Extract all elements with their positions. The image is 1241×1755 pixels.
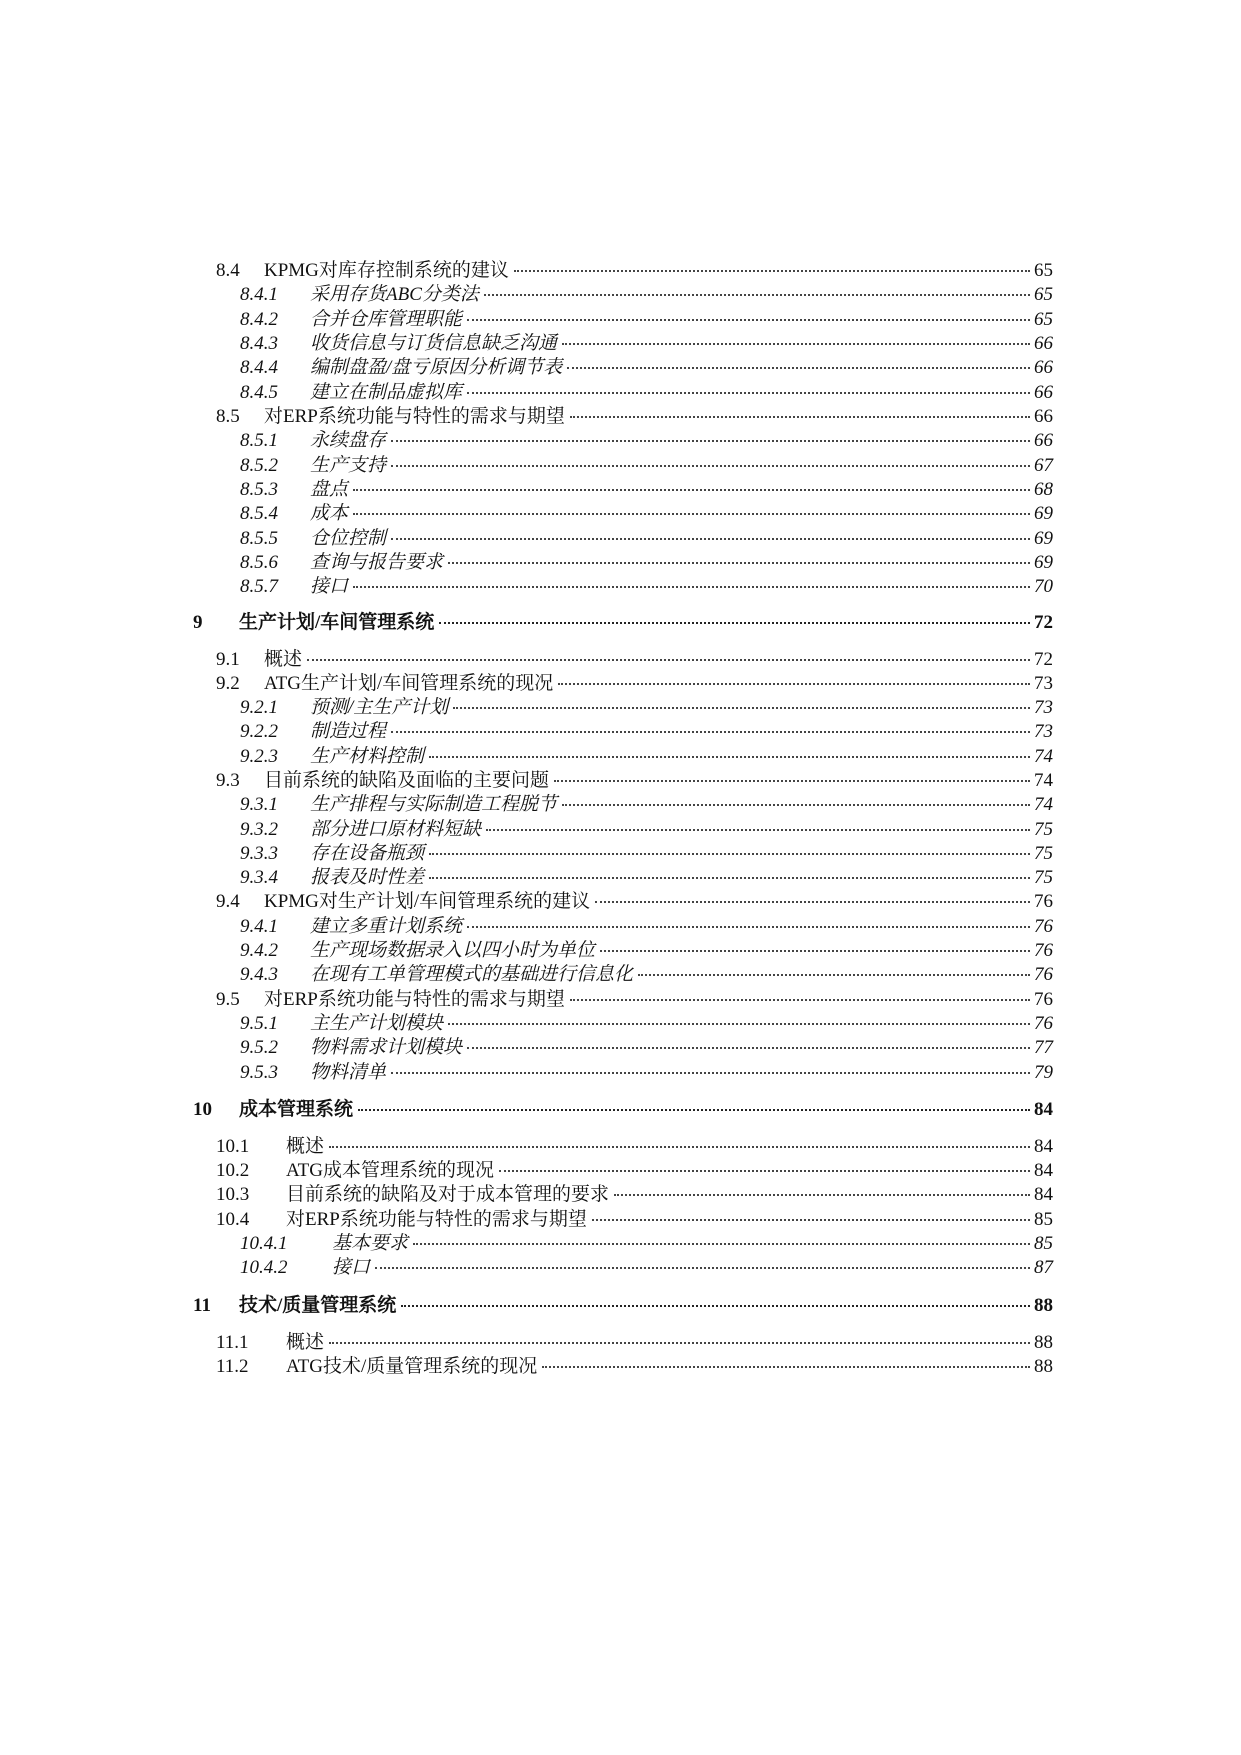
dot-leader	[514, 252, 1030, 272]
dot-leader	[592, 1201, 1030, 1221]
toc-entry-page-number: 74	[1034, 770, 1053, 791]
dot-leader	[353, 495, 1030, 515]
dot-leader	[499, 1152, 1030, 1172]
dot-leader	[329, 1128, 1030, 1148]
toc-entry-number: 8.4.2	[240, 309, 278, 330]
toc-entry-title: 生产现场数据录入以四小时为单位	[310, 940, 596, 961]
dot-leader	[467, 374, 1030, 394]
toc-entry-title: 预测/主生产计划	[310, 697, 449, 718]
toc-entry-page-number: 85	[1034, 1233, 1053, 1254]
toc-entry-number: 11	[193, 1295, 211, 1316]
toc-entry-title: 对ERP系统功能与特性的需求与期望	[286, 1209, 587, 1230]
toc-entry-number: 9.2.3	[240, 746, 278, 767]
dot-leader	[467, 301, 1030, 321]
toc-entry-number: 9.3.3	[240, 843, 278, 864]
toc-entry-number: 10.4	[216, 1209, 250, 1230]
toc-entry-title: 生产材料控制	[310, 746, 425, 767]
toc-entry-page-number: 88	[1034, 1356, 1053, 1377]
dot-leader	[467, 908, 1030, 928]
toc-entry-number: 8.5.6	[240, 552, 278, 573]
toc-entry-number: 9.5.1	[240, 1013, 278, 1034]
toc-entry-title: 接口	[310, 576, 349, 597]
toc-entry-page-number: 74	[1034, 746, 1053, 767]
dot-leader	[358, 1091, 1030, 1111]
toc-entry-number: 11.1	[216, 1332, 249, 1353]
toc-entry-title: ATG技术/质量管理系统的现况	[286, 1356, 538, 1377]
dot-leader	[391, 447, 1030, 467]
toc-entry-page-number: 88	[1034, 1295, 1053, 1316]
toc-entry-page-number: 77	[1034, 1037, 1053, 1058]
toc-entry-number: 9.4.3	[240, 964, 278, 985]
toc-entry-page-number: 84	[1034, 1099, 1053, 1120]
toc-entry[interactable]	[240, 572, 1053, 598]
toc-entry-number: 8.5.2	[240, 455, 278, 476]
toc-entry-number: 10.4.2	[240, 1257, 288, 1278]
dot-leader	[570, 398, 1030, 418]
toc-entry-page-number: 76	[1034, 964, 1053, 985]
toc-entry-page-number: 84	[1034, 1184, 1053, 1205]
toc-entry-number: 9.2.2	[240, 721, 278, 742]
toc-entry-page-number: 66	[1034, 406, 1053, 427]
toc-entry-number: 8.5.7	[240, 576, 278, 597]
toc-entry-title: 盘点	[310, 479, 349, 500]
dot-leader	[595, 883, 1030, 903]
dot-leader	[453, 689, 1030, 709]
toc-entry-number: 9.5.3	[240, 1062, 278, 1083]
toc-entry[interactable]	[193, 1291, 1053, 1317]
toc-entry-page-number: 73	[1034, 697, 1053, 718]
dot-leader	[448, 1005, 1030, 1025]
toc-entry-title: 对ERP系统功能与特性的需求与期望	[264, 989, 565, 1010]
dot-leader	[600, 932, 1030, 952]
toc-entry[interactable]	[193, 1095, 1053, 1121]
dot-leader	[353, 471, 1030, 491]
toc-entry-title: 仓位控制	[310, 528, 387, 549]
dot-leader	[570, 981, 1030, 1001]
toc-entry-page-number: 65	[1034, 284, 1053, 305]
toc-entry-title: 物料清单	[310, 1062, 387, 1083]
toc-entry-title: 技术/质量管理系统	[239, 1295, 397, 1316]
toc-entry-number: 8.4.1	[240, 284, 278, 305]
toc-entry-title: 物料需求计划模块	[310, 1037, 463, 1058]
dot-leader	[554, 762, 1030, 782]
dot-leader	[329, 1324, 1030, 1344]
toc-entry-number: 9.2	[216, 673, 240, 694]
toc-entry-page-number: 84	[1034, 1136, 1053, 1157]
toc-entry-title: 目前系统的缺陷及对于成本管理的要求	[286, 1184, 610, 1205]
toc-entry-page-number: 74	[1034, 794, 1053, 815]
toc-entry-title: 目前系统的缺陷及面临的主要问题	[264, 770, 550, 791]
dot-leader	[413, 1225, 1030, 1245]
toc-entry-title: 成本管理系统	[239, 1099, 354, 1120]
toc-entry-page-number: 73	[1034, 721, 1053, 742]
dot-leader	[562, 786, 1030, 806]
toc-entry-title: 概述	[264, 649, 303, 670]
toc-entry-number: 9.5	[216, 989, 240, 1010]
dot-leader	[448, 544, 1030, 564]
toc-entry-number: 8.4.4	[240, 357, 278, 378]
dot-leader	[542, 1348, 1030, 1368]
toc-entry-title: 报表及时性差	[310, 867, 425, 888]
toc-entry-title: 主生产计划模块	[310, 1013, 444, 1034]
toc-entry-number: 9.2.1	[240, 697, 278, 718]
toc-entry-title: 查询与报告要求	[310, 552, 444, 573]
toc-entry-title: 在现有工单管理模式的基础进行信息化	[310, 964, 634, 985]
toc-entry-number: 8.4.3	[240, 333, 278, 354]
toc-entry-number: 9.3.4	[240, 867, 278, 888]
dot-leader	[429, 859, 1030, 879]
toc-entry-page-number: 75	[1034, 843, 1053, 864]
toc-entry-number: 8.5.4	[240, 503, 278, 524]
dot-leader	[467, 1029, 1030, 1049]
dot-leader	[401, 1287, 1030, 1307]
toc-entry-page-number: 69	[1034, 528, 1053, 549]
toc-entry-number: 8.5.3	[240, 479, 278, 500]
toc-entry-page-number: 76	[1034, 940, 1053, 961]
toc-entry-number: 8.4.5	[240, 382, 278, 403]
toc-entry-number: 10.2	[216, 1160, 250, 1181]
toc-entry[interactable]	[240, 1253, 1053, 1279]
toc-entry-page-number: 84	[1034, 1160, 1053, 1181]
toc-entry-title: 生产排程与实际制造工程脱节	[310, 794, 558, 815]
toc-entry-title: 建立多重计划系统	[310, 916, 463, 937]
dot-leader	[439, 604, 1030, 624]
toc-entry-page-number: 73	[1034, 673, 1053, 694]
dot-leader	[638, 956, 1030, 976]
toc-entry-number: 8.4	[216, 260, 240, 281]
toc-entry[interactable]	[240, 1058, 1053, 1084]
toc-entry-number: 8.5	[216, 406, 240, 427]
toc-entry-title: 收货信息与订货信息缺乏沟通	[310, 333, 558, 354]
toc-entry-title: ATG生产计划/车间管理系统的现况	[264, 673, 554, 694]
toc-entry-number: 10	[193, 1099, 212, 1120]
dot-leader	[484, 276, 1030, 296]
toc-entry-page-number: 68	[1034, 479, 1053, 500]
toc-entry-number: 9.4.1	[240, 916, 278, 937]
toc-entry-title: 概述	[286, 1136, 325, 1157]
toc-entry-title: 采用存货ABC分类法	[310, 284, 479, 305]
dot-leader	[429, 738, 1030, 758]
toc-entry[interactable]	[193, 608, 1053, 634]
toc-entry-page-number: 66	[1034, 333, 1053, 354]
toc-entry-number: 10.4.1	[240, 1233, 288, 1254]
toc-entry-title: KPMG对生产计划/车间管理系统的建议	[264, 891, 591, 912]
toc-entry-title: 生产计划/车间管理系统	[239, 612, 435, 633]
dot-leader	[391, 520, 1030, 540]
toc-entry-page-number: 87	[1034, 1257, 1053, 1278]
toc-entry-page-number: 67	[1034, 455, 1053, 476]
toc-entry-number: 9.5.2	[240, 1037, 278, 1058]
dot-leader	[558, 665, 1030, 685]
dot-leader	[567, 349, 1030, 369]
toc-entry-title: 建立在制品虚拟库	[310, 382, 463, 403]
toc-entry-number: 11.2	[216, 1356, 249, 1377]
dot-leader	[429, 835, 1030, 855]
toc-entry-page-number: 66	[1034, 430, 1053, 451]
toc-entry-page-number: 70	[1034, 576, 1053, 597]
toc-entry-number: 8.5.5	[240, 528, 278, 549]
dot-leader	[391, 713, 1030, 733]
toc-entry-number: 9.3.2	[240, 819, 278, 840]
toc-entry-page-number: 85	[1034, 1209, 1053, 1230]
dot-leader	[562, 325, 1030, 345]
toc-entry-page-number: 66	[1034, 357, 1053, 378]
toc-entry-page-number: 76	[1034, 1013, 1053, 1034]
toc-entry-number: 9.3.1	[240, 794, 278, 815]
toc-entry-number: 8.5.1	[240, 430, 278, 451]
toc-entry-title: 基本要求	[332, 1233, 409, 1254]
toc-entry-number: 10.3	[216, 1184, 250, 1205]
toc-entry-title: 编制盘盈/盘亏原因分析调节表	[310, 357, 563, 378]
toc-entry[interactable]	[216, 1352, 1053, 1378]
toc-entry-number: 9.1	[216, 649, 240, 670]
toc-entry-page-number: 75	[1034, 867, 1053, 888]
toc-entry-number: 9.3	[216, 770, 240, 791]
toc-entry-page-number: 66	[1034, 382, 1053, 403]
toc-entry-page-number: 79	[1034, 1062, 1053, 1083]
toc-entry-title: 成本	[310, 503, 349, 524]
toc-entry-title: KPMG对库存控制系统的建议	[264, 260, 509, 281]
toc-entry-page-number: 76	[1034, 989, 1053, 1010]
toc-entry-page-number: 76	[1034, 891, 1053, 912]
toc-entry-number: 9.4	[216, 891, 240, 912]
toc-entry-title: 制造过程	[310, 721, 387, 742]
toc-entry-page-number: 69	[1034, 552, 1053, 573]
dot-leader	[486, 811, 1030, 831]
toc-entry-title: 存在设备瓶颈	[310, 843, 425, 864]
dot-leader	[614, 1176, 1030, 1196]
toc-entry-number: 9	[193, 612, 203, 633]
toc-entry-page-number: 88	[1034, 1332, 1053, 1353]
toc-entry-title: 对ERP系统功能与特性的需求与期望	[264, 406, 565, 427]
toc-entry-page-number: 65	[1034, 260, 1053, 281]
toc-entry-page-number: 76	[1034, 916, 1053, 937]
toc-entry-title: 永续盘存	[310, 430, 387, 451]
dot-leader	[391, 1054, 1030, 1074]
toc-entry-page-number: 72	[1034, 612, 1053, 633]
toc-entry-title: 概述	[286, 1332, 325, 1353]
toc-entry-title: 生产支持	[310, 455, 387, 476]
toc-entry-number: 9.4.2	[240, 940, 278, 961]
toc-entry-page-number: 69	[1034, 503, 1053, 524]
toc-entry-title: 部分进口原材料短缺	[310, 819, 482, 840]
toc-entry-page-number: 72	[1034, 649, 1053, 670]
toc-entry-page-number: 65	[1034, 309, 1053, 330]
dot-leader	[375, 1249, 1030, 1269]
dot-leader	[307, 641, 1030, 661]
dot-leader	[391, 422, 1030, 442]
toc-entry-page-number: 75	[1034, 819, 1053, 840]
toc-entry-title: 接口	[332, 1257, 371, 1278]
toc-entry-title: ATG成本管理系统的现况	[286, 1160, 494, 1181]
toc-entry-number: 10.1	[216, 1136, 250, 1157]
toc-entry-title: 合并仓库管理职能	[310, 309, 463, 330]
dot-leader	[353, 568, 1030, 588]
